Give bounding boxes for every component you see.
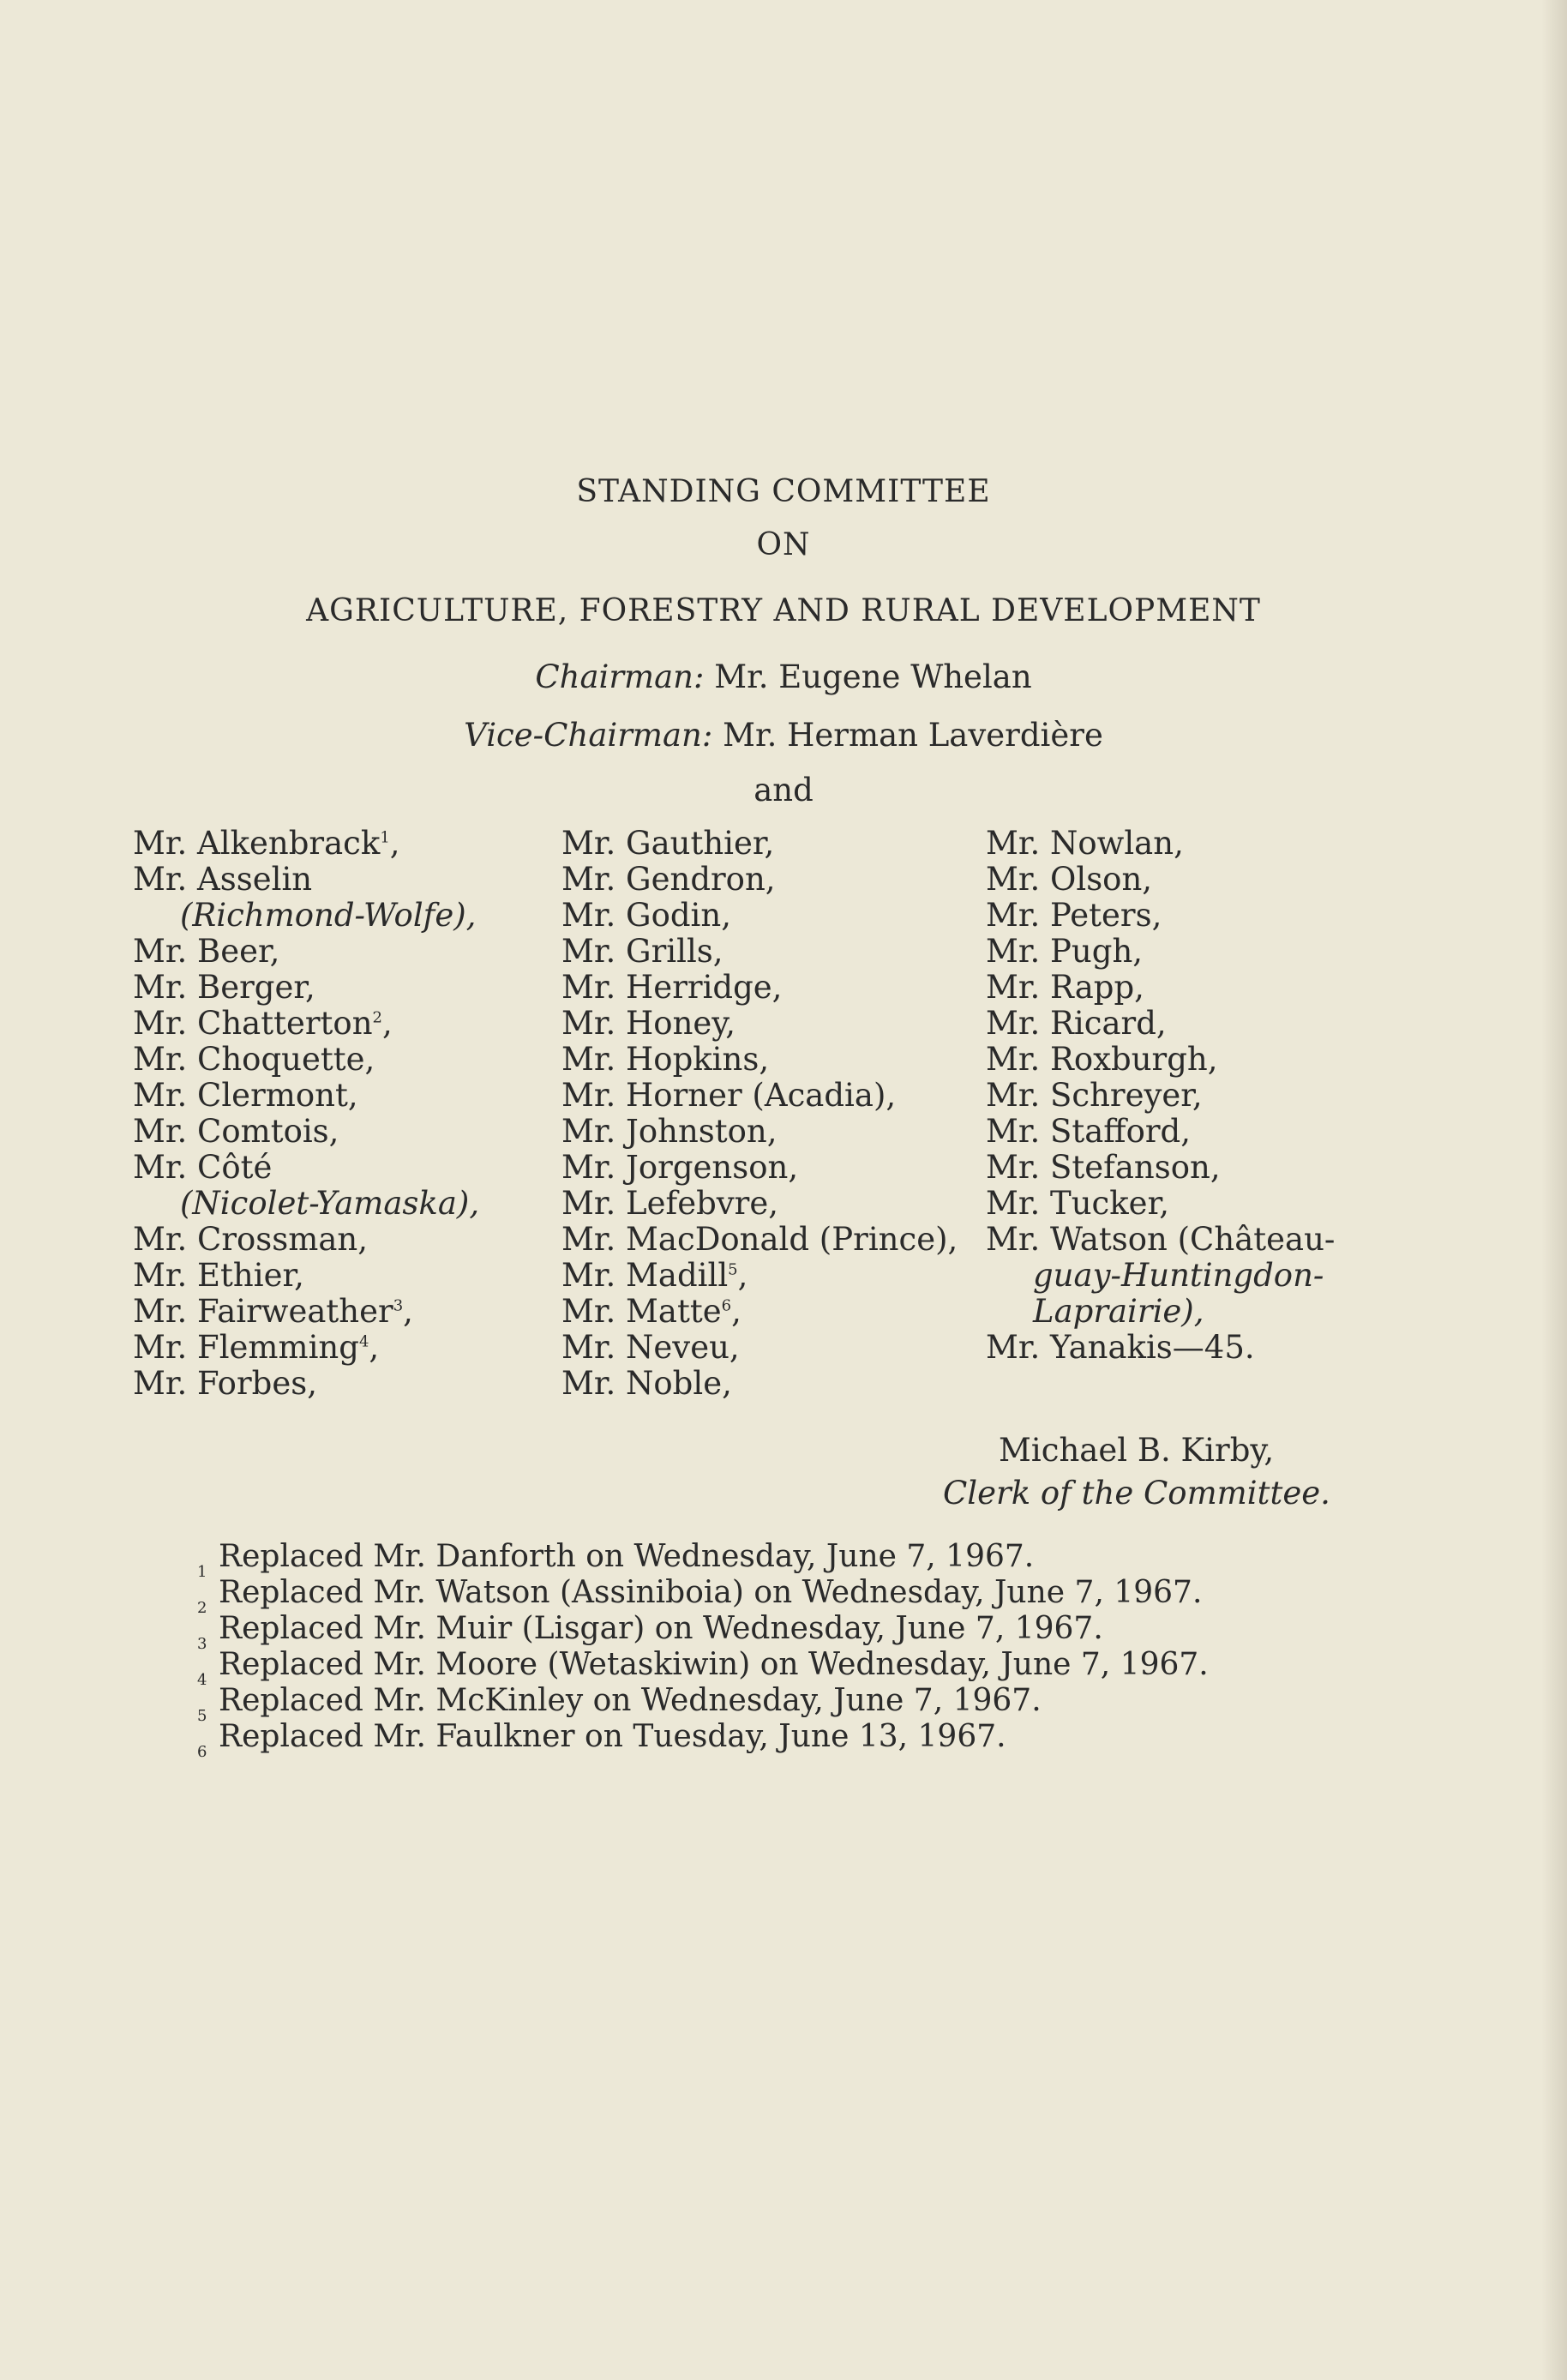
member-entry [986, 1006, 1335, 1042]
page-edge-shadow [1541, 0, 1567, 2380]
member-name: Mr. Watson (Château- [986, 1221, 1336, 1258]
member-entry [133, 1366, 479, 1402]
member-name: Mr. Fairweather [133, 1293, 393, 1330]
member-name: Mr. Ethier, [133, 1257, 304, 1294]
clerk-title: Clerk of the Committee. [943, 1475, 1330, 1512]
chairman-label: Chairman: [535, 658, 705, 695]
member-column-1 [133, 826, 479, 1402]
clerk-name: Michael B. Kirby, [999, 1432, 1275, 1469]
member-suffix: , [731, 1293, 741, 1330]
member-entry [561, 826, 958, 862]
member-entry [561, 862, 958, 898]
member-name: Mr. Asselin [133, 861, 313, 898]
chairman-name: Mr. Eugene Whelan [714, 658, 1032, 695]
member-name: Mr. Crossman, [133, 1221, 369, 1258]
member-entry [133, 1078, 479, 1114]
footnote-marker: 1 [380, 828, 390, 847]
member-name: Mr. Beer, [133, 933, 280, 970]
member-entry [561, 1114, 958, 1150]
member-entry [133, 1006, 479, 1042]
member-name: Mr. Peters, [986, 897, 1162, 934]
footnote-number: 6 [197, 1743, 207, 1761]
member-name: Mr. Hopkins, [561, 1041, 770, 1078]
member-entry [986, 1294, 1335, 1330]
member-entry [986, 970, 1335, 1006]
footnote-line [197, 1647, 1209, 1689]
member-suffix: , [389, 825, 400, 862]
footnote-marker: 6 [721, 1296, 732, 1315]
footnote-line [197, 1719, 1209, 1761]
member-name: Mr. Gendron, [561, 861, 776, 898]
member-suffix: , [737, 1257, 748, 1294]
member-name: Mr. Choquette, [133, 1041, 375, 1078]
member-entry [561, 1006, 958, 1042]
member-entry [986, 1222, 1335, 1258]
member-name: Mr. Flemming [133, 1329, 359, 1366]
member-name: Mr. Honey, [561, 1005, 736, 1042]
member-name: Mr. Horner (Acadia), [561, 1077, 897, 1114]
member-entry [986, 1114, 1335, 1150]
member-name: guay-Huntingdon- [1033, 1257, 1324, 1294]
member-entry [561, 1222, 958, 1258]
member-name: Mr. Pugh, [986, 933, 1144, 970]
footnote-marker: 3 [393, 1296, 404, 1315]
footnote-number: 5 [197, 1707, 207, 1725]
member-entry [133, 826, 479, 862]
member-entry [561, 1330, 958, 1366]
footnote-line [197, 1683, 1209, 1725]
member-name: Mr. Godin, [561, 897, 731, 934]
member-entry [561, 1150, 958, 1186]
member-name: Mr. Stefanson, [986, 1149, 1221, 1186]
member-entry [561, 1366, 958, 1402]
member-column-3 [986, 826, 1335, 1366]
member-column-2 [561, 826, 958, 1402]
member-entry [133, 970, 479, 1006]
member-name: Mr. Nowlan, [986, 825, 1184, 862]
member-entry [561, 1042, 958, 1078]
footnote-line [197, 1575, 1209, 1617]
footnote-text: Replaced Mr. Watson (Assiniboia) on Wednesday, June 7, 1967. [219, 1575, 1203, 1610]
member-name: Laprairie), [1033, 1293, 1204, 1330]
member-entry [133, 862, 479, 898]
member-entry [986, 898, 1335, 934]
footnote-number: 3 [197, 1635, 207, 1653]
member-name: (Nicolet-Yamaska), [180, 1185, 480, 1222]
member-entry [986, 862, 1335, 898]
member-entry [133, 1330, 479, 1366]
member-entry [133, 1114, 479, 1150]
member-entry [133, 898, 479, 934]
member-name: Mr. Stafford, [986, 1113, 1192, 1150]
member-name: Mr. Olson, [986, 861, 1153, 898]
footnote-number: 2 [197, 1599, 207, 1617]
member-entry [561, 934, 958, 970]
footnote-number: 1 [197, 1563, 207, 1581]
member-name: Mr. Tucker, [986, 1185, 1169, 1222]
member-name: Mr. Alkenbrack [133, 825, 381, 862]
footnote-text: Replaced Mr. McKinley on Wednesday, June 7, 1967. [219, 1683, 1042, 1718]
member-name: Mr. Madill [561, 1257, 729, 1294]
member-name: Mr. Clermont, [133, 1077, 358, 1114]
member-entry [986, 1078, 1335, 1114]
footnote-marker: 2 [372, 1008, 382, 1027]
member-name: Mr. Rapp, [986, 969, 1144, 1006]
member-entry [133, 1042, 479, 1078]
member-entry [561, 898, 958, 934]
member-name: Mr. Matte [561, 1293, 722, 1330]
member-name: Mr. Berger, [133, 969, 315, 1006]
footnote-text: Replaced Mr. Faulkner on Tuesday, June 13, 1967. [219, 1719, 1006, 1754]
committee-line-1: STANDING COMMITTEE [576, 474, 991, 509]
and-text: and [753, 772, 814, 808]
member-name: Mr. Chatterton [133, 1005, 373, 1042]
member-entry [133, 1150, 479, 1186]
member-suffix: , [403, 1293, 413, 1330]
member-entry [561, 970, 958, 1006]
chairman-line [0, 658, 1567, 695]
member-name: Mr. Côté [133, 1149, 273, 1186]
member-entry [986, 1186, 1335, 1222]
footnote-text: Replaced Mr. Moore (Wetaskiwin) on Wednesday, June 7, 1967. [219, 1647, 1209, 1682]
footnote-text: Replaced Mr. Danforth on Wednesday, June 7, 1967. [219, 1539, 1035, 1574]
member-entry [986, 934, 1335, 970]
member-name: Mr. Neveu, [561, 1329, 740, 1366]
footnote-marker: 4 [358, 1332, 369, 1351]
member-entry [986, 1042, 1335, 1078]
member-entry [133, 1258, 479, 1294]
member-suffix: , [381, 1005, 393, 1042]
member-name: Mr. Roxburgh, [986, 1041, 1218, 1078]
member-entry [986, 1258, 1335, 1294]
vice-chairman-line [0, 717, 1567, 754]
footnote-number: 4 [197, 1671, 207, 1689]
member-name: Mr. Gauthier, [561, 825, 775, 862]
committee-line-2: ON [756, 527, 811, 562]
member-name: Mr. Grills, [561, 933, 723, 970]
member-entry [133, 1294, 479, 1330]
committee-line-3: AGRICULTURE, FORESTRY AND RURAL DEVELOPMENT [306, 593, 1261, 628]
member-entry [133, 1222, 479, 1258]
member-entry [986, 826, 1335, 862]
footnote-text: Replaced Mr. Muir (Lisgar) on Wednesday, June 7, 1967. [219, 1611, 1103, 1646]
member-name: Mr. Schreyer, [986, 1077, 1203, 1114]
member-suffix: , [369, 1329, 380, 1366]
footnote-line [197, 1539, 1209, 1581]
member-name: Mr. Ricard, [986, 1005, 1167, 1042]
vice-chairman-name: Mr. Herman Laverdière [723, 717, 1103, 754]
member-name: Mr. Lefebvre, [561, 1185, 779, 1222]
member-name: Mr. Noble, [561, 1365, 732, 1402]
member-entry [133, 934, 479, 970]
member-name: Mr. MacDonald (Prince), [561, 1221, 958, 1258]
member-name: (Richmond-Wolfe), [180, 897, 477, 934]
footnote-line [197, 1611, 1209, 1653]
member-entry [986, 1330, 1335, 1366]
member-entry [561, 1258, 958, 1294]
footnotes [197, 1539, 1209, 1761]
member-name: Mr. Herridge, [561, 969, 783, 1006]
member-name: Mr. Yanakis—45. [986, 1329, 1255, 1366]
member-entry [133, 1186, 479, 1222]
member-name: Mr. Jorgenson, [561, 1149, 799, 1186]
member-entry [561, 1294, 958, 1330]
vice-chairman-label: Vice-Chairman: [464, 717, 713, 754]
member-name: Mr. Johnston, [561, 1113, 777, 1150]
footnote-marker: 5 [728, 1260, 738, 1279]
member-entry [986, 1150, 1335, 1186]
member-entry [561, 1078, 958, 1114]
member-name: Mr. Forbes, [133, 1365, 317, 1402]
member-name: Mr. Comtois, [133, 1113, 339, 1150]
member-entry [561, 1186, 958, 1222]
